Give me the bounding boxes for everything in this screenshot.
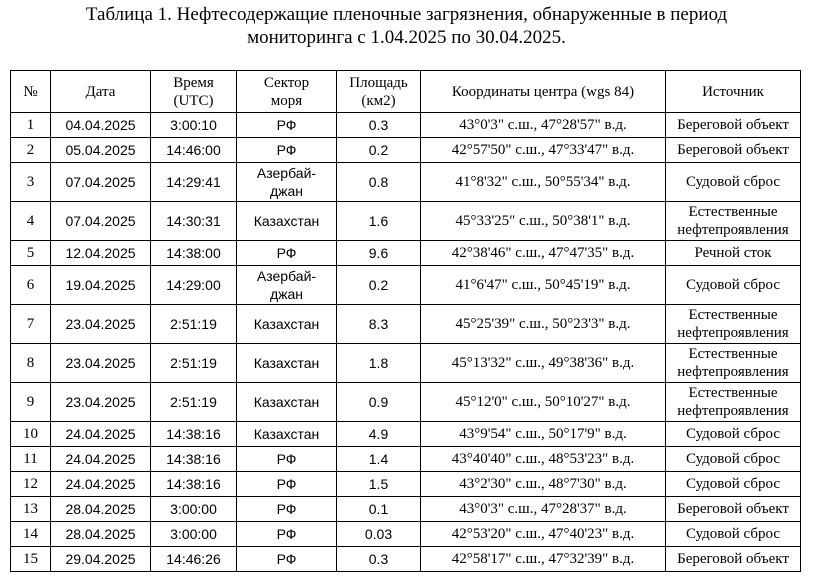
cell-area: 9.6: [337, 241, 421, 266]
table-row: [11, 138, 801, 163]
cell-num: 2: [11, 138, 51, 163]
cell-sector: [237, 202, 337, 241]
cell-coords: 42°38'46" с.ш., 47°47'35" в.д.: [421, 241, 666, 266]
cell-date: 24.04.2025: [51, 472, 151, 497]
cell-time: 14:38:16: [151, 422, 237, 447]
cell-source: [666, 447, 801, 472]
cell-num: 11: [11, 447, 51, 472]
header-date: Дата: [51, 71, 151, 113]
cell-sector: [237, 547, 337, 572]
table-row: [11, 202, 801, 241]
cell-coords: 41°8'32" с.ш., 50°55'34" в.д.: [421, 163, 666, 202]
cell-num: 14: [11, 522, 51, 547]
cell-date: 24.04.2025: [51, 422, 151, 447]
caption-line-2: мониторинга с 1.04.2025 по 30.04.2025.: [247, 27, 566, 48]
cell-source: [666, 113, 801, 138]
table-row: [11, 383, 801, 422]
cell-coords: 43°40'40" с.ш., 48°53'23" в.д.: [421, 447, 666, 472]
table-header-row: [11, 71, 801, 113]
cell-source: [666, 202, 801, 241]
cell-sector-line: джан: [269, 286, 304, 302]
cell-source: [666, 472, 801, 497]
header-num: №: [11, 71, 51, 113]
cell-num: 10: [11, 422, 51, 447]
cell-source-line: Естественные: [688, 307, 778, 323]
cell-sector: [237, 138, 337, 163]
cell-source-line: Судовой сброс: [685, 426, 781, 442]
cell-sector: [237, 447, 337, 472]
cell-source-line: нефтепроявления: [677, 403, 789, 419]
cell-area: 0.9: [337, 383, 421, 422]
cell-source-line: Речной сток: [694, 245, 772, 261]
cell-time: 3:00:00: [151, 497, 237, 522]
cell-sector: [237, 266, 337, 305]
header-coords: Координаты центра (wgs 84): [421, 71, 666, 113]
cell-sector: [237, 344, 337, 383]
cell-time: 3:00:10: [151, 113, 237, 138]
cell-coords: 41°6'47" с.ш., 50°45'19" в.д.: [421, 266, 666, 305]
table-row: [11, 241, 801, 266]
table-row: [11, 547, 801, 572]
table-row: [11, 266, 801, 305]
cell-source-line: Естественные: [688, 204, 778, 220]
cell-sector-line: РФ: [276, 451, 297, 467]
cell-area: 0.8: [337, 163, 421, 202]
cell-sector-line: Казахстан: [253, 355, 320, 371]
cell-coords: 45°25'39" с.ш., 50°23'3" в.д.: [421, 305, 666, 344]
cell-sector: [237, 163, 337, 202]
cell-source: [666, 241, 801, 266]
cell-num: 9: [11, 383, 51, 422]
table-row: [11, 447, 801, 472]
cell-area: 0.03: [337, 522, 421, 547]
cell-sector-line: Казахстан: [253, 426, 320, 442]
cell-time: 14:46:00: [151, 138, 237, 163]
table-row: [11, 422, 801, 447]
cell-sector-line: РФ: [276, 245, 297, 261]
cell-source: [666, 547, 801, 572]
cell-sector: [237, 472, 337, 497]
cell-date: 12.04.2025: [51, 241, 151, 266]
cell-time: 2:51:19: [151, 383, 237, 422]
table-row: [11, 344, 801, 383]
cell-source: [666, 522, 801, 547]
cell-date: 23.04.2025: [51, 305, 151, 344]
cell-source-line: Естественные: [688, 385, 778, 401]
table-caption: [0, 3, 813, 49]
cell-sector-line: Азербай-: [256, 268, 317, 284]
cell-date: 07.04.2025: [51, 163, 151, 202]
cell-area: 0.2: [337, 266, 421, 305]
cell-date: 24.04.2025: [51, 447, 151, 472]
cell-date: 28.04.2025: [51, 522, 151, 547]
cell-time: 2:51:19: [151, 305, 237, 344]
cell-date: 23.04.2025: [51, 383, 151, 422]
cell-num: 3: [11, 163, 51, 202]
cell-sector: [237, 497, 337, 522]
cell-coords: 45°12'0" с.ш., 50°10'27" в.д.: [421, 383, 666, 422]
cell-sector: [237, 305, 337, 344]
cell-sector-line: РФ: [276, 551, 297, 567]
cell-source-line: Судовой сброс: [685, 451, 781, 467]
cell-sector-line: Казахстан: [253, 213, 320, 229]
cell-num: 12: [11, 472, 51, 497]
header-time: [151, 71, 237, 113]
cell-time: 14:30:31: [151, 202, 237, 241]
cell-time: 14:38:16: [151, 447, 237, 472]
cell-sector-line: Казахстан: [253, 394, 320, 410]
cell-num: 6: [11, 266, 51, 305]
cell-source-line: нефтепроявления: [677, 364, 789, 380]
cell-source-line: Береговой объект: [677, 142, 789, 158]
header-source: Источник: [666, 71, 801, 113]
cell-sector: [237, 383, 337, 422]
table-row: [11, 113, 801, 138]
cell-coords: 42°58'17" с.ш., 47°32'39" в.д.: [421, 547, 666, 572]
pollution-table: [10, 70, 801, 572]
header-time-line-2: (UTC): [173, 92, 214, 109]
header-area-line-2: (км2): [361, 92, 396, 109]
cell-source: [666, 305, 801, 344]
header-area-line-1: Площадь: [349, 74, 408, 91]
cell-area: 0.1: [337, 497, 421, 522]
cell-source: [666, 344, 801, 383]
table-body: [11, 113, 801, 572]
cell-area: 1.5: [337, 472, 421, 497]
cell-area: 1.8: [337, 344, 421, 383]
cell-num: 15: [11, 547, 51, 572]
cell-date: 07.04.2025: [51, 202, 151, 241]
cell-coords: 45°13'32" с.ш., 49°38'36" в.д.: [421, 344, 666, 383]
cell-sector-line: Казахстан: [253, 316, 320, 332]
cell-source: [666, 163, 801, 202]
table-row: [11, 305, 801, 344]
cell-time: 14:46:26: [151, 547, 237, 572]
cell-sector-line: РФ: [276, 117, 297, 133]
cell-area: 4.9: [337, 422, 421, 447]
cell-time: 2:51:19: [151, 344, 237, 383]
cell-sector: [237, 241, 337, 266]
cell-area: 0.3: [337, 113, 421, 138]
cell-coords: 43°9'54" с.ш., 50°17'9" в.д.: [421, 422, 666, 447]
cell-source-line: нефтепроявления: [677, 222, 789, 238]
header-sector: [237, 71, 337, 113]
cell-num: 4: [11, 202, 51, 241]
cell-sector: [237, 422, 337, 447]
cell-date: 23.04.2025: [51, 344, 151, 383]
cell-source-line: нефтепроявления: [677, 325, 789, 341]
cell-coords: 45°33'25" с.ш., 50°38'1" в.д.: [421, 202, 666, 241]
cell-area: 1.4: [337, 447, 421, 472]
cell-date: 28.04.2025: [51, 497, 151, 522]
cell-num: 13: [11, 497, 51, 522]
header-sector-line-2: моря: [270, 92, 303, 109]
cell-source-line: Судовой сброс: [685, 476, 781, 492]
cell-time: 14:38:16: [151, 472, 237, 497]
header-area: [337, 71, 421, 113]
cell-date: 05.04.2025: [51, 138, 151, 163]
cell-date: 29.04.2025: [51, 547, 151, 572]
cell-sector-line: джан: [269, 183, 304, 199]
header-sector-line-1: Сектор: [263, 74, 310, 91]
cell-num: 8: [11, 344, 51, 383]
cell-num: 7: [11, 305, 51, 344]
cell-area: 8.3: [337, 305, 421, 344]
cell-coords: 43°0'3" с.ш., 47°28'57" в.д.: [421, 113, 666, 138]
table-row: [11, 497, 801, 522]
cell-sector-line: РФ: [276, 476, 297, 492]
cell-area: 0.2: [337, 138, 421, 163]
cell-source-line: Береговой объект: [677, 501, 789, 517]
cell-source-line: Естественные: [688, 346, 778, 362]
cell-sector-line: РФ: [276, 142, 297, 158]
cell-time: 14:29:00: [151, 266, 237, 305]
cell-area: 0.3: [337, 547, 421, 572]
cell-sector-line: Азербай-: [256, 165, 317, 181]
cell-source-line: Судовой сброс: [685, 174, 781, 190]
cell-source: [666, 138, 801, 163]
cell-num: 5: [11, 241, 51, 266]
cell-source: [666, 266, 801, 305]
cell-source-line: Береговой объект: [677, 117, 789, 133]
cell-source: [666, 383, 801, 422]
cell-area: 1.6: [337, 202, 421, 241]
cell-time: 14:29:41: [151, 163, 237, 202]
cell-time: 14:38:00: [151, 241, 237, 266]
cell-num: 1: [11, 113, 51, 138]
table-row: [11, 472, 801, 497]
header-time-line-1: Время: [173, 74, 214, 91]
cell-sector: [237, 113, 337, 138]
cell-date: 19.04.2025: [51, 266, 151, 305]
table-row: [11, 163, 801, 202]
table-row: [11, 522, 801, 547]
cell-source: [666, 422, 801, 447]
cell-source-line: Береговой объект: [677, 551, 789, 567]
cell-source-line: Судовой сброс: [685, 277, 781, 293]
cell-sector-line: РФ: [276, 526, 297, 542]
caption-line-1: Таблица 1. Нефтесодержащие пленочные загрязнения, обнаруженные в период: [85, 4, 728, 25]
cell-source-line: Судовой сброс: [685, 526, 781, 542]
cell-coords: 42°57'50" с.ш., 47°33'47" в.д.: [421, 138, 666, 163]
cell-time: 3:00:00: [151, 522, 237, 547]
cell-coords: 43°2'30" с.ш., 48°7'30" в.д.: [421, 472, 666, 497]
cell-source: [666, 497, 801, 522]
cell-coords: 43°0'3" с.ш., 47°28'37" в.д.: [421, 497, 666, 522]
cell-date: 04.04.2025: [51, 113, 151, 138]
cell-sector: [237, 522, 337, 547]
cell-coords: 42°53'20" с.ш., 47°40'23" в.д.: [421, 522, 666, 547]
cell-sector-line: РФ: [276, 501, 297, 517]
